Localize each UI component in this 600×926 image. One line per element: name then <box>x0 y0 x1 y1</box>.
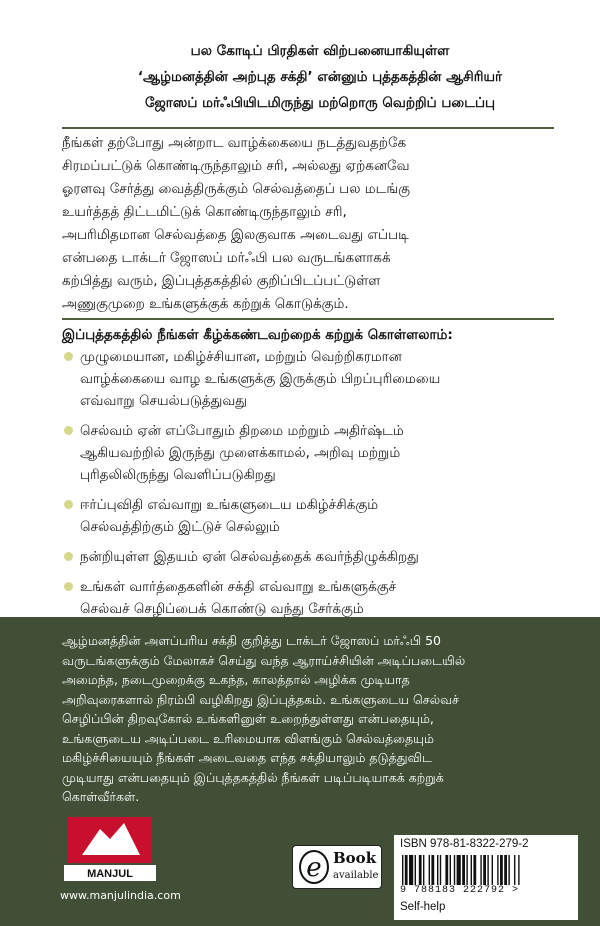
barcode-bar <box>402 855 403 885</box>
ebook-e-icon: e <box>299 850 329 884</box>
publisher-url: www.manjulindia.com <box>60 889 181 902</box>
isbn-label: ISBN 978-81-8322-279-2 <box>400 838 529 850</box>
bullet-dot-icon <box>64 552 73 561</box>
bullet-item <box>62 546 562 568</box>
barcode-bar <box>504 855 507 885</box>
bullet-line: எவ்வாறு செயல்படுத்துவது <box>80 393 247 409</box>
description-paragraph <box>62 631 572 807</box>
manjul-logo <box>60 815 160 885</box>
barcode-bar <box>500 855 503 885</box>
description-line: அறிவுரைகளால் நிரம்பி வழிகிறது இப்புத்தகம். உங்களுடைய செல்வச் <box>62 691 459 707</box>
description-line: முடியாது என்பதையும் இப்புத்தகத்தில் நீங்கள் படிப்படியாகக் கற்றுக் <box>62 769 444 785</box>
barcode-bar <box>409 855 413 885</box>
barcode-bar <box>466 855 467 885</box>
barcode-bar <box>480 855 481 885</box>
bullet-item <box>62 576 562 620</box>
bullet-dot-icon <box>64 352 73 361</box>
tagline-line: ஜோஸப் மர்ஃபியிடமிருந்து மற்றொரு வெற்றிப் படைப்பு <box>144 95 496 111</box>
bullet-line: ஆகியவற்றில் இருந்து முளைக்காமல், அறிவு மற்றும் <box>80 445 401 461</box>
bullet-line: நன்றியுள்ள இதயம் ஏன் செல்வத்தைக் கவர்ந்திழுக்கிறது <box>80 549 419 565</box>
barcode-bar <box>518 855 519 885</box>
barcode-bar <box>437 855 438 885</box>
barcode-bar <box>473 855 476 885</box>
bullet-list <box>62 346 562 628</box>
divider <box>62 318 554 320</box>
barcode-bar <box>423 855 424 885</box>
isbn-box <box>394 835 578 920</box>
bullet-item <box>62 420 562 486</box>
intro-line: ஓரளவு சேர்த்து வைத்திருக்கும் செல்வத்தைப் பல மடங்கு <box>62 181 411 197</box>
description-line: அமைந்த, நடைமுறைக்கு உகந்த, காலத்தால் அழிக்க முடியாத <box>62 672 410 687</box>
ebook-available: available <box>333 870 379 881</box>
description-line: கொள்வீர்கள். <box>62 789 140 804</box>
bullet-line: முழுமையான, மகிழ்ச்சியான, மற்றும் வெற்றிகரமான <box>80 349 402 365</box>
bullet-line: உங்கள் வார்த்தைகளின் சக்தி எவ்வாறு உங்களுக்குச் <box>80 579 397 595</box>
barcode-bar <box>419 855 422 885</box>
intro-line: நீங்கள் தற்போது அன்றாட வாழ்க்கையை நடத்துவதற்கே <box>62 135 407 151</box>
barcode <box>400 855 572 885</box>
barcode-bar <box>415 855 416 885</box>
ebook-word: Book <box>333 849 377 867</box>
description-line: வருடங்களுக்கும் மேலாகச் செய்து வந்த ஆராய்ச்சியின் அடிப்படையில் <box>62 652 466 668</box>
barcode-bar <box>462 855 465 885</box>
barcode-bar <box>405 855 408 885</box>
bullet-dot-icon <box>64 426 73 435</box>
intro-line: சிரமப்பட்டுக் கொண்டிருந்தாலும் சரி, அல்லது ஏற்கனவே <box>62 158 410 174</box>
barcode-bar <box>471 855 472 885</box>
ebook-badge <box>292 845 382 889</box>
barcode-bar <box>445 855 448 885</box>
intro-line: அணுகுமுறை உங்களுக்குக் கற்றுக் கொடுக்கும். <box>62 296 349 312</box>
bullet-item <box>62 494 562 538</box>
description-line: ஆழ்மனத்தின் அளப்பரிய சக்தி குறித்து டாக்டர் ஜோஸப் மர்ஃபி 50 <box>62 633 441 648</box>
tagline-line: பல கோடிப் பிரதிகள் விற்பனையாகியுள்ள <box>190 43 450 59</box>
tagline <box>70 38 570 116</box>
barcode-bar <box>497 855 498 885</box>
intro-line: என்பதை டாக்டர் ஜோஸப் மர்ஃபி பல வருடங்களாகக் <box>62 250 391 266</box>
bottom-panel <box>0 617 600 926</box>
description-line: செழிப்பின் திறவுகோல் உங்களினுள் உறைந்துள்ளது என்பதையும், <box>62 711 434 726</box>
intro-line: அபரிமிதமான செல்வத்தை இலகுவாக அடைவது எப்படி <box>62 227 409 243</box>
tagline-line: ‘ஆழ்மனத்தின் அற்புத சக்தி’ என்னும் புத்தகத்தின் ஆசிரியர் <box>137 69 503 85</box>
barcode-bar <box>431 855 434 885</box>
barcode-bar <box>487 855 488 885</box>
bullet-line: ஈர்ப்புவிதி எவ்வாறு உங்களுடைய மகிழ்ச்சிக்கும் <box>80 497 379 513</box>
bullet-line: செல்வச் செழிப்பைக் கொண்டு வந்து சேர்க்கும் <box>80 601 364 617</box>
barcode-bar <box>454 855 455 885</box>
bullet-dot-icon <box>64 582 73 591</box>
logo-text: MANJUL <box>87 868 133 880</box>
isbn-digits: 9 788183 222792 > <box>400 885 520 896</box>
barcode-bar <box>457 855 461 885</box>
intro-paragraph <box>62 132 562 316</box>
divider <box>62 127 554 129</box>
bullet-line: செல்வம் ஏன் எப்போதும் திறமை மற்றும் அதிர்ஷ்டம் <box>80 423 404 439</box>
description-line: உங்களுடைய அடிப்படை உரிமையாக விளங்கும் செல்வத்தையும் <box>62 730 434 746</box>
bullet-line: வாழ்க்கையை வாழ உங்களுக்கு இருக்கும் பிறப்புரிமையை <box>80 371 441 387</box>
barcode-bar <box>508 855 509 885</box>
learn-heading: இப்புத்தகத்தில் நீங்கள் கீழ்க்கண்டவற்றைக் கற்றுக் கொள்ளலாம்: <box>62 327 453 343</box>
bullet-item <box>62 346 562 412</box>
barcode-bar <box>492 855 493 885</box>
intro-line: உயர்த்தத் திட்டமிட்டுக் கொண்டிருந்தாலும் சரி, <box>62 204 347 220</box>
barcode-bar <box>429 855 430 885</box>
barcode-bar <box>514 855 515 885</box>
barcode-bar <box>440 855 441 885</box>
barcode-bar <box>483 855 486 885</box>
bullet-line: புரிதலிலிருந்து வெளிப்படுகிறது <box>80 467 276 483</box>
bullet-dot-icon <box>64 500 73 509</box>
bullet-line: செல்வத்திற்கும் இட்டுச் செல்லும் <box>80 519 280 535</box>
intro-line: கற்பித்து வரும், இப்புத்தகத்தில் குறிப்பிடப்பட்டுள்ள <box>62 273 381 289</box>
category-label: Self-help <box>400 901 446 913</box>
barcode-bar <box>450 855 451 885</box>
description-line: மகிழ்ச்சியையும் நீங்கள் அடைவதை எந்த சக்தியாலும் தடுத்துவிட <box>62 750 432 765</box>
